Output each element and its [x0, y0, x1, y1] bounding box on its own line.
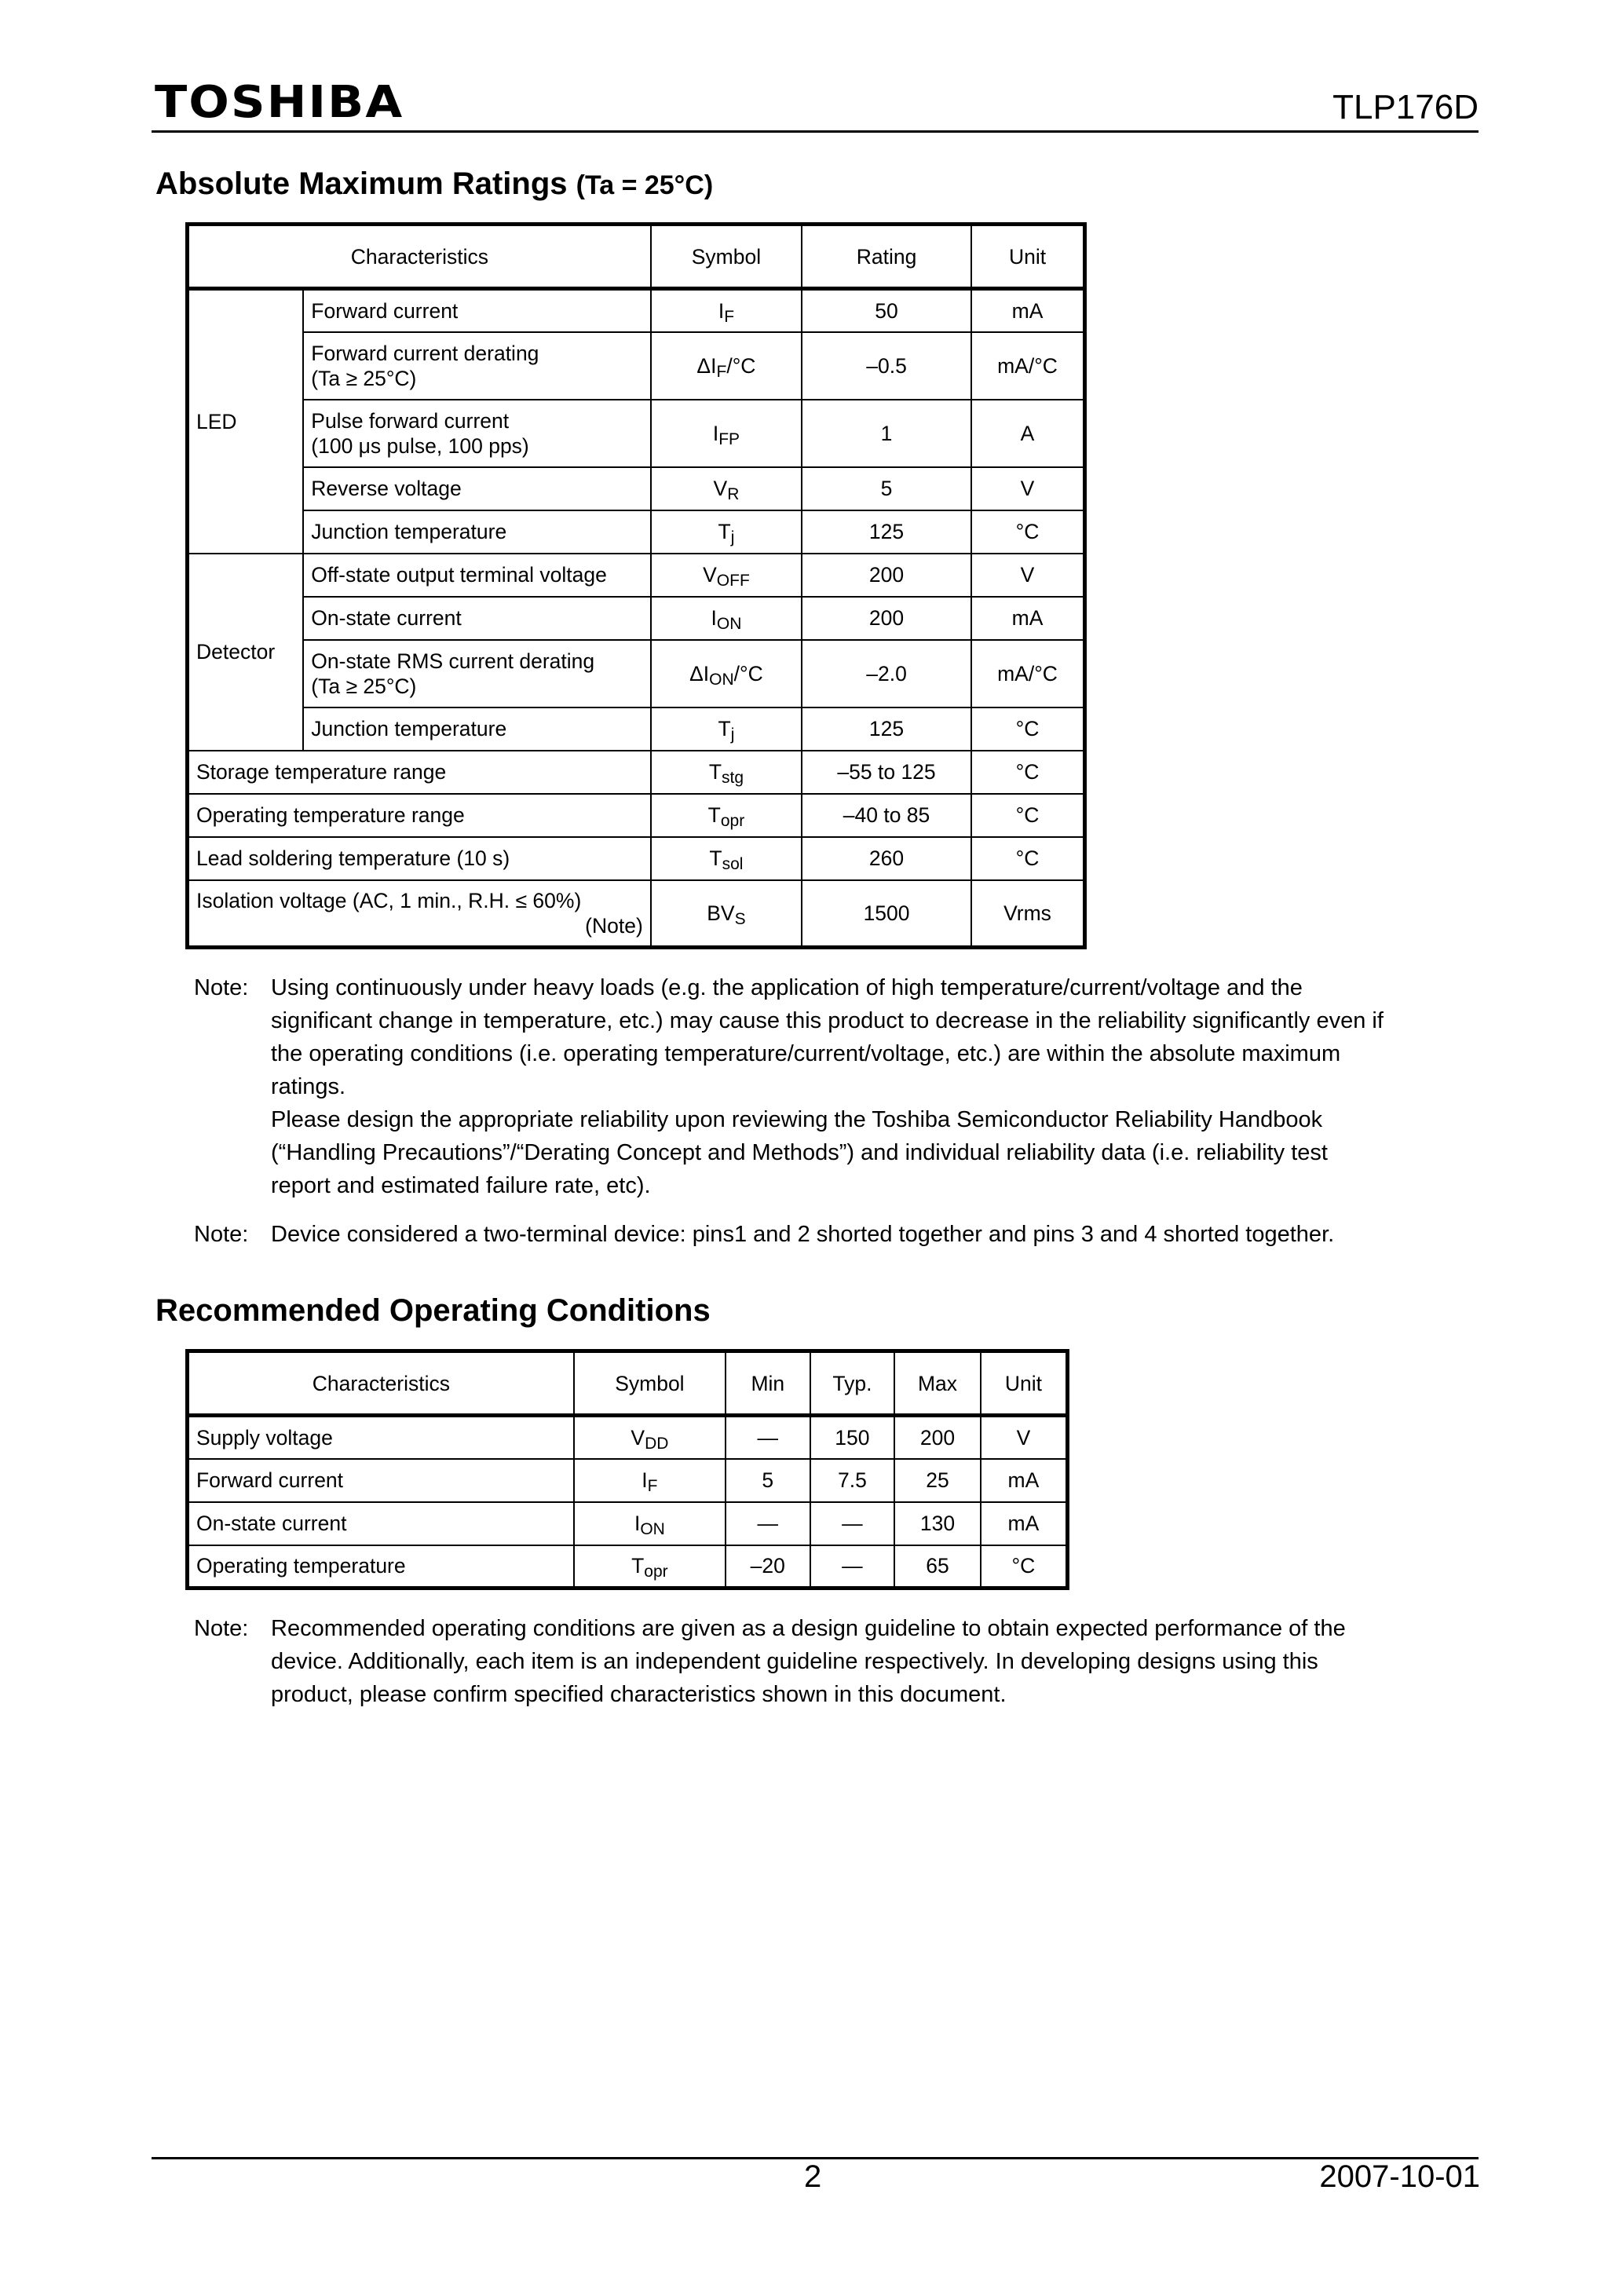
cell-unit: mA/°C: [971, 332, 1084, 400]
cell-unit: °C: [981, 1545, 1068, 1589]
cell-typ: 150: [810, 1416, 895, 1459]
cell-unit: °C: [971, 707, 1084, 751]
cell-symbol: $\Delta I_{ON}/^\circ C$: [651, 640, 802, 707]
cell-char: Off-state output terminal voltage: [303, 554, 651, 597]
cell-rating: 50: [802, 289, 971, 332]
cell-unit: A: [971, 400, 1084, 467]
cell-typ: —: [810, 1502, 895, 1545]
table-row: [188, 400, 1085, 467]
cell-unit: °C: [971, 751, 1084, 794]
group-detector: Detector: [188, 554, 304, 751]
table-row: [188, 1459, 1068, 1502]
table-row: [188, 467, 1085, 510]
toshiba-logo: TOSHIBA: [155, 77, 404, 128]
cell-symbol: $T_{opr}$: [651, 794, 802, 837]
cell-char: Lead soldering temperature (10 s): [188, 837, 651, 880]
cell-min: 5: [726, 1459, 810, 1502]
table-row: [188, 837, 1085, 880]
cell-char: Forward current: [188, 1459, 574, 1502]
cell-char: Storage temperature range: [188, 751, 651, 794]
hdr-unit: Unit: [971, 225, 1084, 289]
amr-title-text: Absolute Maximum Ratings: [155, 166, 568, 201]
table-row: [188, 640, 1085, 707]
amr-condition: (Ta = 25°C): [576, 170, 714, 200]
cell-symbol: $T_j$: [651, 707, 802, 751]
cell-char: Operating temperature: [188, 1545, 574, 1589]
cell-min: –20: [726, 1545, 810, 1589]
cell-rating: 1500: [802, 880, 971, 948]
cell-max: 130: [894, 1502, 981, 1545]
cell-max: 25: [894, 1459, 981, 1502]
cell-char: Pulse forward current (100 μs pulse, 100 pps): [303, 400, 651, 467]
table-row: [188, 289, 1085, 332]
cell-unit: V: [981, 1416, 1068, 1459]
cell-symbol: $T_{opr}$: [574, 1545, 726, 1589]
cell-min: —: [726, 1416, 810, 1459]
cell-symbol: $V_R$: [651, 467, 802, 510]
cell-unit: mA: [971, 289, 1084, 332]
amr-header-row: [188, 225, 1085, 289]
cell-unit: mA: [971, 597, 1084, 640]
table-row: [188, 794, 1085, 837]
cell-symbol: $\Delta I_F/^\circ C$: [651, 332, 802, 400]
hdr-rating: Rating: [802, 225, 971, 289]
hdr-characteristics: Characteristics: [188, 1351, 574, 1416]
table-row: [188, 1502, 1068, 1545]
cell-unit: mA: [981, 1459, 1068, 1502]
cell-max: 65: [894, 1545, 981, 1589]
table-row: [188, 554, 1085, 597]
cell-rating: 125: [802, 510, 971, 554]
hdr-symbol: Symbol: [651, 225, 802, 289]
cell-char: On-state current: [303, 597, 651, 640]
cell-symbol: $T_{sol}$: [651, 837, 802, 880]
page-number: 2: [804, 2159, 822, 2194]
roc-title: Recommended Operating Conditions: [155, 1293, 711, 1328]
cell-symbol: $I_F$: [651, 289, 802, 332]
part-number: TLP176D: [1332, 88, 1479, 126]
cell-char: Forward current: [303, 289, 651, 332]
note-reliability: Note: Using continuously under heavy loads (e.g. the application of high temperature/current/voltage and the significant change in temperature, etc.) may cause this product to decrease in the reliability significantly even if the operating conditions (i.e. operating temperature/current/voltage, etc.) are within the absolute maximum ratings. Please design the appropriate reliability upon reviewing the Toshiba Semiconductor Reliability Handbook (“Handling Precautions”/“Derating Concept and Methods”) and individual reliability data (i.e. reliability test report and estimated failure rate, etc).: [194, 975, 1384, 1198]
cell-symbol: $V_{DD}$: [574, 1416, 726, 1459]
cell-symbol: $T_j$: [651, 510, 802, 554]
cell-rating: –55 to 125: [802, 751, 971, 794]
note-recommended: Note: Recommended operating conditions are given as a design guideline to obtain expected performance of the device. Additionally, each item is an independent guideline respectively. In developing designs using this product, please confirm specified characteristics shown in this document.: [194, 1616, 1346, 1707]
table-row: [188, 1545, 1068, 1589]
table-row: [188, 332, 1085, 400]
hdr-max: Max: [894, 1351, 981, 1416]
cell-char: Reverse voltage: [303, 467, 651, 510]
cell-typ: —: [810, 1545, 895, 1589]
hdr-characteristics: Characteristics: [188, 225, 651, 289]
cell-char: Junction temperature: [303, 510, 651, 554]
table-row: [188, 597, 1085, 640]
cell-symbol: $T_{stg}$: [651, 751, 802, 794]
cell-unit: °C: [971, 794, 1084, 837]
cell-typ: 7.5: [810, 1459, 895, 1502]
cell-unit: mA: [981, 1502, 1068, 1545]
cell-char: On-state current: [188, 1502, 574, 1545]
cell-rating: 1: [802, 400, 971, 467]
cell-unit: mA/°C: [971, 640, 1084, 707]
hdr-typ: Typ.: [810, 1351, 895, 1416]
table-row: [188, 751, 1085, 794]
amr-title: [155, 166, 713, 202]
roc-table: [185, 1349, 1069, 1590]
cell-char: Operating temperature range: [188, 794, 651, 837]
cell-unit: V: [971, 467, 1084, 510]
hdr-min: Min: [726, 1351, 810, 1416]
cell-rating: –0.5: [802, 332, 971, 400]
note-two-terminal: Note: Device considered a two-terminal device: pins1 and 2 shorted together and pins 3 and 4 shorted together.: [194, 1222, 1335, 1247]
table-row: [188, 1416, 1068, 1459]
cell-unit: V: [971, 554, 1084, 597]
cell-max: 200: [894, 1416, 981, 1459]
cell-unit: Vrms: [971, 880, 1084, 948]
cell-char: Forward current derating (Ta ≥ 25°C): [303, 332, 651, 400]
cell-char: On-state RMS current derating (Ta ≥ 25°C): [303, 640, 651, 707]
cell-rating: 125: [802, 707, 971, 751]
footer-date: 2007-10-01: [1319, 2159, 1480, 2194]
cell-min: —: [726, 1502, 810, 1545]
cell-symbol: $I_{FP}$: [651, 400, 802, 467]
cell-rating: 200: [802, 554, 971, 597]
header-rule: [152, 130, 1479, 133]
table-row: [188, 880, 1085, 948]
hdr-symbol: Symbol: [574, 1351, 726, 1416]
cell-symbol: $I_F$: [574, 1459, 726, 1502]
cell-symbol: $I_{ON}$: [574, 1502, 726, 1545]
cell-unit: °C: [971, 837, 1084, 880]
cell-symbol: $BV_S$: [651, 880, 802, 948]
cell-char: Supply voltage: [188, 1416, 574, 1459]
cell-unit: °C: [971, 510, 1084, 554]
table-row: [188, 510, 1085, 554]
cell-rating: 260: [802, 837, 971, 880]
amr-table: [185, 222, 1087, 949]
cell-rating: 200: [802, 597, 971, 640]
roc-header-row: [188, 1351, 1068, 1416]
cell-char: Junction temperature: [303, 707, 651, 751]
cell-symbol: $V_{OFF}$: [651, 554, 802, 597]
cell-rating: –40 to 85: [802, 794, 971, 837]
cell-rating: –2.0: [802, 640, 971, 707]
cell-symbol: $I_{ON}$: [651, 597, 802, 640]
group-led: LED: [188, 289, 304, 554]
table-row: [188, 707, 1085, 751]
hdr-unit: Unit: [981, 1351, 1068, 1416]
cell-char: Isolation voltage (AC, 1 min., R.H. ≤ 60%) (Note): [188, 880, 651, 948]
cell-rating: 5: [802, 467, 971, 510]
